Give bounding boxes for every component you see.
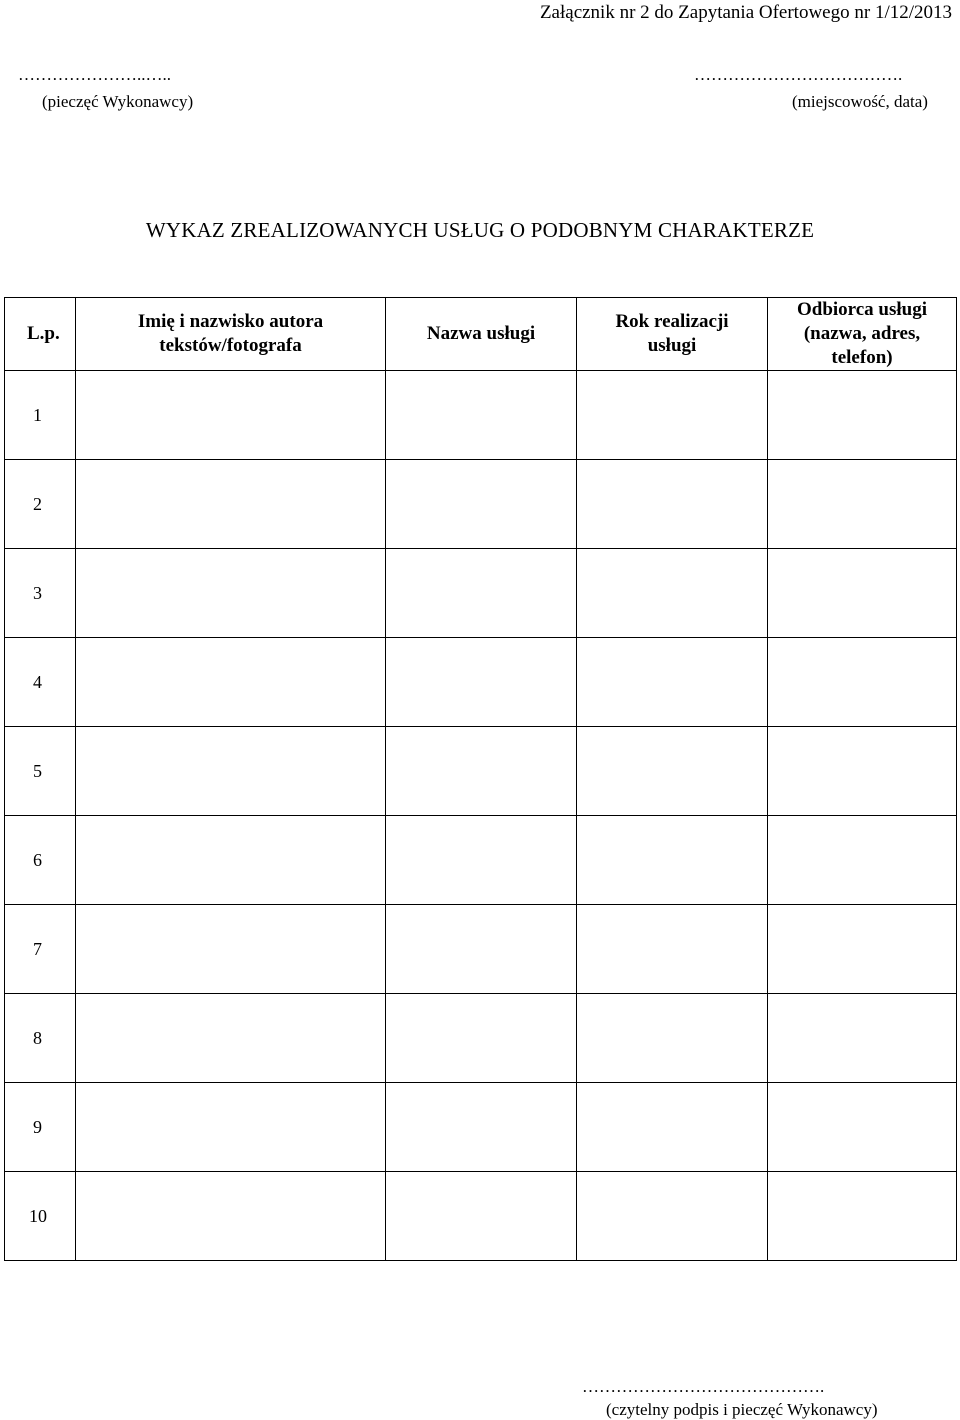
service-name-cell[interactable]	[386, 816, 577, 905]
row-number: 7	[5, 905, 76, 994]
recipient-cell[interactable]	[768, 994, 957, 1083]
stamp-dotted-line: …………………..…..	[18, 65, 171, 84]
header-author-line1: Imię i nazwisko autora	[137, 311, 324, 332]
table-row	[5, 638, 957, 727]
page-title: WYKAZ ZREALIZOWANYCH USŁUG O PODOBNYM CHARAKTERZE	[145, 218, 815, 242]
author-cell[interactable]	[76, 994, 386, 1083]
author-cell[interactable]	[76, 727, 386, 816]
header-author-line2: tekstów/fotografa	[159, 335, 302, 356]
recipient-cell[interactable]	[768, 727, 957, 816]
author-cell[interactable]	[76, 371, 386, 460]
header-lp: L.p.	[5, 298, 76, 371]
recipient-cell[interactable]	[768, 816, 957, 905]
table-row	[5, 1083, 957, 1172]
author-cell[interactable]	[76, 1083, 386, 1172]
header-service-name: Nazwa usługi	[386, 298, 577, 371]
document-reference: Załącznik nr 2 do Zapytania Ofertowego nr 1/12/2013	[539, 2, 952, 23]
row-number: 9	[5, 1083, 76, 1172]
row-number: 2	[5, 460, 76, 549]
table-row	[5, 816, 957, 905]
author-cell[interactable]	[76, 1172, 386, 1261]
year-cell[interactable]	[577, 1172, 768, 1261]
recipient-cell[interactable]	[768, 1172, 957, 1261]
year-cell[interactable]	[577, 816, 768, 905]
year-cell[interactable]	[577, 1083, 768, 1172]
service-name-cell[interactable]	[386, 460, 577, 549]
row-number: 4	[5, 638, 76, 727]
year-cell[interactable]	[577, 727, 768, 816]
service-name-cell[interactable]	[386, 549, 577, 638]
recipient-cell[interactable]	[768, 905, 957, 994]
header-year-line2: usługi	[647, 335, 697, 356]
service-name-cell[interactable]	[386, 1083, 577, 1172]
row-number: 5	[5, 727, 76, 816]
table-row	[5, 371, 957, 460]
author-cell[interactable]	[76, 638, 386, 727]
year-cell[interactable]	[577, 994, 768, 1083]
header-year	[577, 298, 768, 371]
header-recipient-line2: (nazwa, adres,	[803, 323, 921, 344]
row-number: 8	[5, 994, 76, 1083]
service-name-cell[interactable]	[386, 727, 577, 816]
signature-caption: (czytelny podpis i pieczęć Wykonawcy)	[606, 1400, 878, 1419]
service-name-cell[interactable]	[386, 1172, 577, 1261]
year-cell[interactable]	[577, 460, 768, 549]
stamp-caption: (pieczęć Wykonawcy)	[42, 92, 194, 111]
header-year-line1: Rok realizacji	[615, 311, 729, 332]
table-header-row	[5, 298, 957, 371]
author-cell[interactable]	[76, 816, 386, 905]
year-cell[interactable]	[577, 549, 768, 638]
table-row	[5, 994, 957, 1083]
services-table	[4, 297, 957, 1261]
recipient-cell[interactable]	[768, 371, 957, 460]
place-date-dotted-line: ……………………………….	[694, 65, 903, 84]
recipient-cell[interactable]	[768, 638, 957, 727]
service-name-cell[interactable]	[386, 638, 577, 727]
author-cell[interactable]	[76, 549, 386, 638]
table-row	[5, 1172, 957, 1261]
table-row	[5, 905, 957, 994]
year-cell[interactable]	[577, 371, 768, 460]
recipient-cell[interactable]	[768, 460, 957, 549]
author-cell[interactable]	[76, 905, 386, 994]
row-number: 3	[5, 549, 76, 638]
header-recipient-line3: telefon)	[831, 347, 893, 368]
recipient-cell[interactable]	[768, 549, 957, 638]
year-cell[interactable]	[577, 905, 768, 994]
service-name-cell[interactable]	[386, 905, 577, 994]
service-name-cell[interactable]	[386, 371, 577, 460]
place-date-caption: (miejscowość, data)	[792, 92, 928, 111]
header-author	[76, 298, 386, 371]
recipient-cell[interactable]	[768, 1083, 957, 1172]
author-cell[interactable]	[76, 460, 386, 549]
table-row	[5, 549, 957, 638]
service-name-cell[interactable]	[386, 994, 577, 1083]
signature-dotted-line: …………………………………….	[582, 1377, 825, 1396]
header-recipient	[768, 298, 957, 371]
row-number: 10	[5, 1172, 76, 1261]
row-number: 1	[5, 371, 76, 460]
row-number: 6	[5, 816, 76, 905]
table-row	[5, 460, 957, 549]
header-recipient-line1: Odbiorca usługi	[796, 299, 928, 320]
table-row	[5, 727, 957, 816]
year-cell[interactable]	[577, 638, 768, 727]
